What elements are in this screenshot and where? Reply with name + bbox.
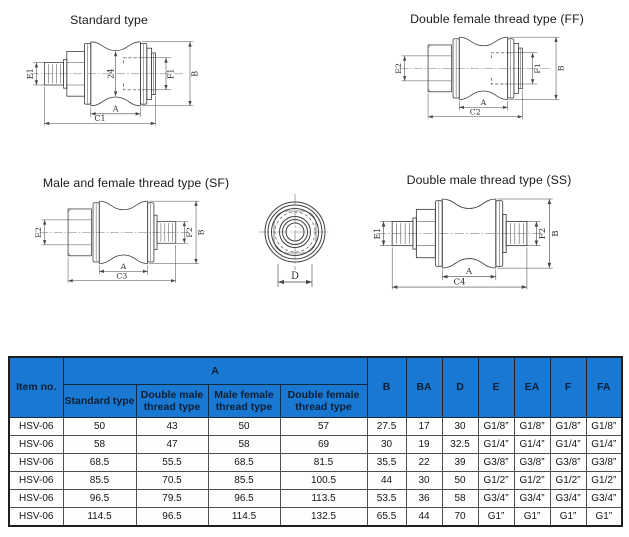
diagram-double-female-ff <box>392 20 564 123</box>
table-row <box>9 472 622 490</box>
table-cell: G3/4” <box>586 490 622 508</box>
header-b: B <box>367 357 406 418</box>
header-item-no: Item no. <box>9 357 63 418</box>
dim-label-c: C4 <box>453 277 466 288</box>
dim-label-b: B <box>556 65 566 72</box>
table-row <box>9 508 622 527</box>
table-cell: 39 <box>442 454 478 472</box>
table-cell: G1/8” <box>514 418 550 436</box>
fitting-drawing <box>392 20 564 123</box>
fitting-drawing <box>368 180 561 294</box>
header-a-group: A <box>63 357 367 385</box>
table-cell: 113.5 <box>280 490 367 508</box>
table-cell: HSV-06 <box>9 508 63 527</box>
table-cell: 100.5 <box>280 472 367 490</box>
fitting-drawing <box>22 24 198 130</box>
header-e: E <box>478 357 514 418</box>
table-cell: 30 <box>367 436 406 454</box>
table-cell: 79.5 <box>136 490 208 508</box>
table-cell: G1” <box>550 508 586 527</box>
table-cell: G3/4” <box>478 490 514 508</box>
table-cell: G3/4” <box>550 490 586 508</box>
table-cell: 27.5 <box>367 418 406 436</box>
dim-label-a: A <box>120 262 127 272</box>
table-cell: G1/2” <box>550 472 586 490</box>
table-cell: 50 <box>208 418 280 436</box>
table-cell: 68.5 <box>208 454 280 472</box>
table-cell: 132.5 <box>280 508 367 527</box>
table-cell: G1” <box>478 508 514 527</box>
diagram-title-ss: Double male thread type (SS) <box>406 173 572 187</box>
dim-label-f: F1 <box>166 68 176 80</box>
table-cell: HSV-06 <box>9 436 63 454</box>
table-cell: G1” <box>586 508 622 527</box>
table-cell: G1/8” <box>586 418 622 436</box>
dim-label-f: F2 <box>184 227 194 238</box>
dim-label-mid: 24 <box>106 68 116 79</box>
table-cell: 65.5 <box>367 508 406 527</box>
table-cell: HSV-06 <box>9 454 63 472</box>
dim-label-e: E1 <box>373 227 383 240</box>
table-row <box>9 436 622 454</box>
table-cell: G1/2” <box>514 472 550 490</box>
table-cell: 58 <box>442 490 478 508</box>
diagram-double-male-ss <box>368 180 561 294</box>
table-cell: 57 <box>280 418 367 436</box>
table-cell: 44 <box>367 472 406 490</box>
table-cell: 47 <box>136 436 208 454</box>
table-cell: 55.5 <box>136 454 208 472</box>
table-cell: G3/8” <box>478 454 514 472</box>
diagram-end-view <box>255 192 335 292</box>
table-cell: 44 <box>406 508 442 527</box>
table-cell: 70 <box>442 508 478 527</box>
table-cell: G1/4” <box>550 436 586 454</box>
header-double-male-type: Double male thread type <box>136 385 208 418</box>
dim-label-e: E2 <box>34 227 44 238</box>
diagram-title-ff: Double female thread type (FF) <box>410 12 584 26</box>
table-cell: G1/4” <box>478 436 514 454</box>
table-cell: HSV-06 <box>9 490 63 508</box>
dim-label-d: D <box>290 271 300 282</box>
diagram-title-standard: Standard type <box>70 13 148 27</box>
table-cell: 69 <box>280 436 367 454</box>
header-double-female-type: Double female thread type <box>280 385 367 418</box>
table-cell: 30 <box>406 472 442 490</box>
table-cell: G1/8” <box>478 418 514 436</box>
end-view-drawing <box>255 192 335 292</box>
dim-label-c: C3 <box>116 271 128 281</box>
table-cell: HSV-06 <box>9 418 63 436</box>
table-cell: 58 <box>208 436 280 454</box>
diagram-title-sf: Male and female thread type (SF) <box>42 176 230 190</box>
table-cell: HSV-06 <box>9 472 63 490</box>
table-cell: 96.5 <box>63 490 136 508</box>
table-cell: 50 <box>442 472 478 490</box>
table-cell: G3/8” <box>586 454 622 472</box>
dim-label-c: C2 <box>469 107 481 117</box>
table-cell: G3/4” <box>514 490 550 508</box>
header-fa: FA <box>586 357 622 418</box>
table-cell: G3/8” <box>550 454 586 472</box>
table-cell: G1/8” <box>550 418 586 436</box>
header-ea: EA <box>514 357 550 418</box>
spec-table <box>8 356 623 527</box>
header-f: F <box>550 357 586 418</box>
table-cell: G1/4” <box>514 436 550 454</box>
table-cell: 30 <box>442 418 478 436</box>
table-cell: 53.5 <box>367 490 406 508</box>
table-cell: 43 <box>136 418 208 436</box>
table-cell: 85.5 <box>208 472 280 490</box>
header-male-female-type: Male female thread type <box>208 385 280 418</box>
table-cell: 50 <box>63 418 136 436</box>
table-row <box>9 454 622 472</box>
table-cell: 85.5 <box>63 472 136 490</box>
table-row <box>9 490 622 508</box>
table-cell: G1/2” <box>586 472 622 490</box>
dim-label-a: A <box>112 104 119 114</box>
table-cell: 96.5 <box>208 490 280 508</box>
table-cell: 114.5 <box>208 508 280 527</box>
diagram-standard-type <box>22 24 198 130</box>
table-cell: 70.5 <box>136 472 208 490</box>
dim-label-a: A <box>465 267 473 278</box>
table-cell: 19 <box>406 436 442 454</box>
dim-label-f: F2 <box>537 227 548 240</box>
table-cell: 58 <box>63 436 136 454</box>
spec-table-header <box>9 357 622 418</box>
dim-label-b: B <box>550 230 561 237</box>
table-cell: 96.5 <box>136 508 208 527</box>
dim-label-a: A <box>480 98 487 108</box>
fitting-drawing <box>32 184 204 287</box>
dim-label-b: B <box>190 70 200 77</box>
table-cell: 22 <box>406 454 442 472</box>
dim-label-c: C1 <box>94 114 106 123</box>
table-cell: G1” <box>514 508 550 527</box>
table-cell: 32.5 <box>442 436 478 454</box>
table-cell: G3/8” <box>514 454 550 472</box>
dim-label-e: E1 <box>25 68 35 80</box>
table-cell: G1/2” <box>478 472 514 490</box>
table-cell: 68.5 <box>63 454 136 472</box>
table-row <box>9 418 622 436</box>
dim-label-e: E2 <box>394 63 404 74</box>
header-ba: BA <box>406 357 442 418</box>
table-cell: 17 <box>406 418 442 436</box>
dim-label-b: B <box>196 229 206 236</box>
table-cell: 114.5 <box>63 508 136 527</box>
table-cell: 35.5 <box>367 454 406 472</box>
table-cell: G1/4” <box>586 436 622 454</box>
spec-table-body <box>9 418 622 527</box>
dim-label-f: F1 <box>533 63 543 74</box>
diagram-male-female-sf <box>32 184 204 287</box>
header-standard-type: Standard type <box>63 385 136 418</box>
header-d: D <box>442 357 478 418</box>
table-cell: 81.5 <box>280 454 367 472</box>
table-cell: 36 <box>406 490 442 508</box>
